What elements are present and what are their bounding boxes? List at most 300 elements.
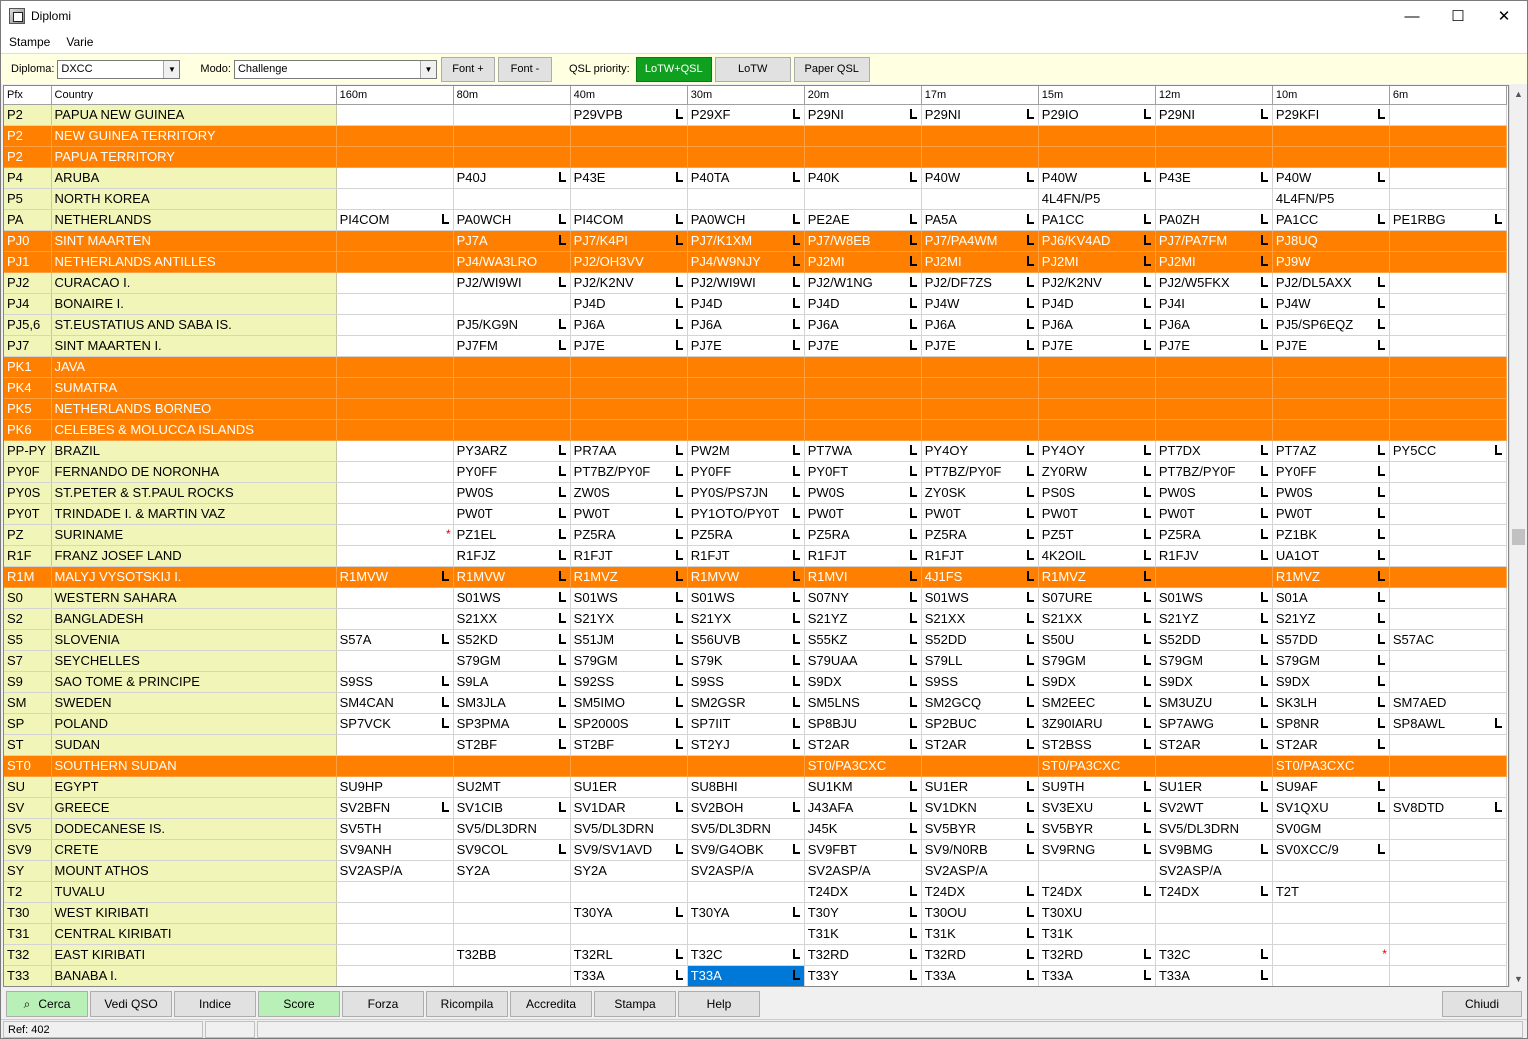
table-row[interactable] — [4, 902, 1507, 923]
band-cell[interactable] — [1389, 524, 1506, 545]
band-cell[interactable] — [570, 419, 687, 440]
table-row[interactable] — [4, 650, 1507, 671]
band-cell[interactable] — [1272, 209, 1389, 230]
band-cell[interactable] — [1038, 839, 1155, 860]
band-cell[interactable] — [804, 482, 921, 503]
band-cell[interactable] — [921, 881, 1038, 902]
band-cell[interactable] — [453, 545, 570, 566]
band-cell[interactable] — [1155, 125, 1272, 146]
band-cell[interactable] — [921, 566, 1038, 587]
table-row[interactable] — [4, 188, 1507, 209]
band-cell[interactable] — [921, 293, 1038, 314]
band-cell[interactable] — [336, 482, 453, 503]
band-cell[interactable] — [921, 104, 1038, 125]
band-cell[interactable] — [1389, 398, 1506, 419]
band-cell[interactable] — [1038, 230, 1155, 251]
band-cell[interactable] — [687, 734, 804, 755]
band-cell[interactable] — [1272, 482, 1389, 503]
column-header-12m[interactable]: 12m — [1155, 86, 1272, 104]
table-row[interactable] — [4, 125, 1507, 146]
table-row[interactable] — [4, 503, 1507, 524]
country-cell[interactable]: BANGLADESH — [51, 608, 336, 629]
modo-select[interactable] — [234, 60, 437, 79]
band-cell[interactable] — [1389, 839, 1506, 860]
band-cell[interactable] — [804, 881, 921, 902]
table-row[interactable] — [4, 440, 1507, 461]
country-cell[interactable]: FERNANDO DE NORONHA — [51, 461, 336, 482]
column-header-40m[interactable]: 40m — [570, 86, 687, 104]
column-header-30m[interactable]: 30m — [687, 86, 804, 104]
band-cell[interactable] — [1038, 209, 1155, 230]
table-row[interactable] — [4, 335, 1507, 356]
band-cell[interactable] — [336, 230, 453, 251]
band-cell[interactable] — [687, 503, 804, 524]
prefix-cell[interactable]: P4 — [4, 167, 51, 188]
band-cell[interactable] — [804, 587, 921, 608]
country-cell[interactable]: CURACAO I. — [51, 272, 336, 293]
band-cell[interactable] — [1389, 818, 1506, 839]
band-cell[interactable] — [921, 839, 1038, 860]
band-cell[interactable] — [453, 818, 570, 839]
band-cell[interactable] — [453, 461, 570, 482]
band-cell[interactable] — [1038, 461, 1155, 482]
country-cell[interactable]: PAPUA TERRITORY — [51, 146, 336, 167]
band-cell[interactable] — [1038, 902, 1155, 923]
band-cell[interactable] — [1272, 377, 1389, 398]
band-cell[interactable] — [1155, 188, 1272, 209]
band-cell[interactable] — [570, 251, 687, 272]
country-cell[interactable]: MOUNT ATHOS — [51, 860, 336, 881]
band-cell[interactable] — [1155, 377, 1272, 398]
band-cell[interactable] — [1389, 587, 1506, 608]
band-cell[interactable] — [1389, 419, 1506, 440]
band-cell[interactable] — [453, 566, 570, 587]
band-cell[interactable] — [1272, 272, 1389, 293]
band-cell[interactable] — [453, 692, 570, 713]
band-cell[interactable] — [1272, 230, 1389, 251]
table-row[interactable] — [4, 881, 1507, 902]
band-cell[interactable] — [570, 104, 687, 125]
band-cell[interactable] — [453, 230, 570, 251]
band-cell[interactable] — [1389, 629, 1506, 650]
band-cell[interactable] — [1389, 545, 1506, 566]
band-cell[interactable] — [687, 251, 804, 272]
band-cell[interactable] — [336, 398, 453, 419]
band-cell[interactable] — [804, 293, 921, 314]
band-cell[interactable] — [453, 251, 570, 272]
band-cell[interactable] — [921, 734, 1038, 755]
band-cell[interactable] — [687, 608, 804, 629]
band-cell[interactable] — [921, 629, 1038, 650]
band-cell[interactable] — [570, 629, 687, 650]
prefix-cell[interactable]: PY0F — [4, 461, 51, 482]
band-cell[interactable] — [921, 398, 1038, 419]
prefix-cell[interactable]: PA — [4, 209, 51, 230]
band-cell[interactable] — [1389, 566, 1506, 587]
band-cell[interactable] — [336, 251, 453, 272]
band-cell[interactable] — [921, 125, 1038, 146]
band-cell[interactable] — [921, 461, 1038, 482]
band-cell[interactable] — [921, 482, 1038, 503]
table-row[interactable] — [4, 734, 1507, 755]
font-plus-button[interactable]: Font + — [441, 57, 495, 82]
table-row[interactable] — [4, 797, 1507, 818]
band-cell[interactable] — [1038, 377, 1155, 398]
chevron-down-icon[interactable]: ▼ — [420, 61, 436, 78]
band-cell[interactable] — [1272, 608, 1389, 629]
band-cell[interactable] — [1038, 146, 1155, 167]
band-cell[interactable] — [687, 713, 804, 734]
band-cell[interactable] — [453, 440, 570, 461]
table-row[interactable] — [4, 923, 1507, 944]
band-cell[interactable] — [570, 839, 687, 860]
prefix-cell[interactable]: PK4 — [4, 377, 51, 398]
awards-grid[interactable] — [3, 85, 1509, 987]
country-cell[interactable]: SUMATRA — [51, 377, 336, 398]
band-cell[interactable] — [1038, 125, 1155, 146]
prefix-cell[interactable]: S5 — [4, 629, 51, 650]
country-cell[interactable]: TUVALU — [51, 881, 336, 902]
band-cell[interactable] — [804, 503, 921, 524]
band-cell[interactable] — [570, 503, 687, 524]
band-cell[interactable] — [1272, 839, 1389, 860]
band-cell[interactable] — [453, 335, 570, 356]
band-cell[interactable] — [570, 167, 687, 188]
prefix-cell[interactable]: P2 — [4, 104, 51, 125]
band-cell[interactable] — [804, 419, 921, 440]
band-cell[interactable] — [1272, 671, 1389, 692]
prefix-cell[interactable]: PY0T — [4, 503, 51, 524]
band-cell[interactable] — [1038, 965, 1155, 986]
band-cell[interactable] — [687, 587, 804, 608]
band-cell[interactable] — [1155, 671, 1272, 692]
band-cell[interactable] — [453, 587, 570, 608]
band-cell[interactable] — [1155, 629, 1272, 650]
band-cell[interactable] — [687, 398, 804, 419]
band-cell[interactable] — [336, 965, 453, 986]
band-cell[interactable] — [336, 503, 453, 524]
band-cell[interactable] — [336, 671, 453, 692]
prefix-cell[interactable]: PP-PY — [4, 440, 51, 461]
indice-button[interactable]: Indice — [174, 991, 256, 1017]
band-cell[interactable] — [570, 902, 687, 923]
band-cell[interactable] — [804, 314, 921, 335]
band-cell[interactable] — [1155, 545, 1272, 566]
band-cell[interactable] — [336, 923, 453, 944]
band-cell[interactable] — [570, 755, 687, 776]
band-cell[interactable] — [1272, 755, 1389, 776]
band-cell[interactable] — [1038, 545, 1155, 566]
band-cell[interactable] — [1038, 755, 1155, 776]
country-cell[interactable]: NEW GUINEA TERRITORY — [51, 125, 336, 146]
band-cell[interactable] — [453, 755, 570, 776]
band-cell[interactable] — [687, 314, 804, 335]
band-cell[interactable] — [1038, 818, 1155, 839]
band-cell[interactable] — [336, 461, 453, 482]
band-cell[interactable] — [1155, 314, 1272, 335]
band-cell[interactable] — [804, 272, 921, 293]
band-cell[interactable] — [687, 545, 804, 566]
band-cell[interactable] — [1389, 104, 1506, 125]
band-cell[interactable] — [453, 902, 570, 923]
band-cell[interactable] — [570, 293, 687, 314]
table-row[interactable] — [4, 944, 1507, 965]
table-row[interactable] — [4, 818, 1507, 839]
band-cell[interactable] — [570, 587, 687, 608]
band-cell[interactable] — [687, 125, 804, 146]
band-cell[interactable] — [1038, 482, 1155, 503]
band-cell[interactable] — [570, 188, 687, 209]
country-cell[interactable]: CENTRAL KIRIBATI — [51, 923, 336, 944]
band-cell[interactable] — [804, 776, 921, 797]
band-cell[interactable] — [687, 818, 804, 839]
band-cell[interactable] — [1272, 314, 1389, 335]
prefix-cell[interactable]: P2 — [4, 146, 51, 167]
country-cell[interactable]: GREECE — [51, 797, 336, 818]
band-cell[interactable] — [804, 230, 921, 251]
band-cell[interactable] — [687, 356, 804, 377]
band-cell[interactable] — [570, 965, 687, 986]
table-row[interactable] — [4, 671, 1507, 692]
band-cell[interactable] — [921, 167, 1038, 188]
band-cell[interactable] — [1389, 335, 1506, 356]
band-cell[interactable] — [1389, 251, 1506, 272]
band-cell[interactable] — [687, 692, 804, 713]
prefix-cell[interactable]: P5 — [4, 188, 51, 209]
band-cell[interactable] — [687, 230, 804, 251]
band-cell[interactable] — [921, 818, 1038, 839]
band-cell[interactable] — [570, 356, 687, 377]
band-cell[interactable] — [921, 944, 1038, 965]
band-cell[interactable] — [1389, 713, 1506, 734]
close-button[interactable]: ✕ — [1497, 8, 1511, 25]
table-row[interactable] — [4, 608, 1507, 629]
table-row[interactable] — [4, 419, 1507, 440]
band-cell[interactable] — [1389, 293, 1506, 314]
band-cell[interactable] — [1389, 482, 1506, 503]
band-cell[interactable] — [1272, 692, 1389, 713]
table-row[interactable] — [4, 776, 1507, 797]
band-cell[interactable] — [570, 671, 687, 692]
band-cell[interactable] — [453, 650, 570, 671]
prefix-cell[interactable]: R1M — [4, 566, 51, 587]
band-cell[interactable] — [921, 671, 1038, 692]
band-cell[interactable] — [570, 608, 687, 629]
band-cell[interactable] — [1038, 650, 1155, 671]
band-cell[interactable] — [1389, 650, 1506, 671]
band-cell[interactable] — [1155, 776, 1272, 797]
vedi-qso-button[interactable]: Vedi QSO — [90, 991, 172, 1017]
band-cell[interactable] — [687, 755, 804, 776]
band-cell[interactable] — [1038, 188, 1155, 209]
band-cell[interactable] — [1155, 398, 1272, 419]
band-cell[interactable] — [453, 209, 570, 230]
band-cell[interactable] — [1155, 272, 1272, 293]
band-cell[interactable] — [336, 293, 453, 314]
band-cell[interactable] — [453, 944, 570, 965]
band-cell[interactable] — [804, 797, 921, 818]
band-cell[interactable] — [1155, 944, 1272, 965]
scroll-thumb[interactable] — [1512, 529, 1525, 545]
prefix-cell[interactable]: ST — [4, 734, 51, 755]
band-cell[interactable] — [687, 944, 804, 965]
band-cell[interactable] — [1038, 314, 1155, 335]
band-cell[interactable] — [921, 965, 1038, 986]
band-cell[interactable] — [453, 419, 570, 440]
band-cell[interactable] — [1389, 923, 1506, 944]
band-cell[interactable] — [1038, 776, 1155, 797]
band-cell[interactable] — [1272, 734, 1389, 755]
band-cell[interactable] — [336, 839, 453, 860]
band-cell[interactable] — [1389, 272, 1506, 293]
band-cell[interactable] — [570, 818, 687, 839]
band-cell[interactable] — [570, 335, 687, 356]
band-cell[interactable] — [921, 272, 1038, 293]
band-cell[interactable] — [1155, 251, 1272, 272]
country-cell[interactable]: POLAND — [51, 713, 336, 734]
band-cell[interactable] — [1038, 797, 1155, 818]
accredita-button[interactable]: Accredita — [510, 991, 592, 1017]
band-cell[interactable] — [1155, 419, 1272, 440]
band-cell[interactable] — [1038, 566, 1155, 587]
band-cell[interactable] — [921, 902, 1038, 923]
band-cell[interactable] — [1038, 692, 1155, 713]
band-cell[interactable] — [687, 566, 804, 587]
band-cell[interactable] — [570, 125, 687, 146]
table-row[interactable] — [4, 692, 1507, 713]
band-cell[interactable] — [804, 104, 921, 125]
band-cell[interactable] — [453, 272, 570, 293]
column-header-country[interactable]: Country — [51, 86, 336, 104]
band-cell[interactable] — [921, 335, 1038, 356]
band-cell[interactable] — [687, 293, 804, 314]
prefix-cell[interactable]: PJ1 — [4, 251, 51, 272]
band-cell[interactable] — [804, 356, 921, 377]
band-cell[interactable] — [1272, 293, 1389, 314]
band-cell[interactable] — [1389, 167, 1506, 188]
country-cell[interactable]: BONAIRE I. — [51, 293, 336, 314]
band-cell[interactable] — [921, 713, 1038, 734]
band-cell[interactable] — [453, 188, 570, 209]
band-cell[interactable] — [336, 629, 453, 650]
band-cell[interactable] — [1038, 398, 1155, 419]
prefix-cell[interactable]: S9 — [4, 671, 51, 692]
band-cell[interactable] — [1038, 104, 1155, 125]
font-minus-button[interactable]: Font - — [498, 57, 552, 82]
band-cell-selected[interactable] — [687, 965, 804, 986]
band-cell[interactable] — [804, 755, 921, 776]
band-cell[interactable] — [336, 944, 453, 965]
band-cell[interactable] — [1272, 713, 1389, 734]
table-row[interactable] — [4, 146, 1507, 167]
minimize-button[interactable]: — — [1404, 7, 1420, 25]
band-cell[interactable] — [1272, 797, 1389, 818]
band-cell[interactable] — [453, 314, 570, 335]
band-cell[interactable] — [1389, 356, 1506, 377]
band-cell[interactable] — [1272, 503, 1389, 524]
band-cell[interactable] — [1038, 860, 1155, 881]
band-cell[interactable] — [687, 860, 804, 881]
band-cell[interactable] — [804, 209, 921, 230]
country-cell[interactable]: MALYJ VYSOTSKIJ I. — [51, 566, 336, 587]
band-cell[interactable] — [687, 776, 804, 797]
column-header-pfx[interactable]: Pfx — [4, 86, 51, 104]
band-cell[interactable] — [1389, 230, 1506, 251]
band-cell[interactable] — [453, 356, 570, 377]
band-cell[interactable] — [804, 335, 921, 356]
band-cell[interactable] — [453, 839, 570, 860]
prefix-cell[interactable]: SV9 — [4, 839, 51, 860]
band-cell[interactable] — [1038, 923, 1155, 944]
band-cell[interactable] — [1272, 419, 1389, 440]
country-cell[interactable]: WEST KIRIBATI — [51, 902, 336, 923]
band-cell[interactable] — [687, 377, 804, 398]
country-cell[interactable]: DODECANESE IS. — [51, 818, 336, 839]
band-cell[interactable] — [921, 251, 1038, 272]
column-header-20m[interactable]: 20m — [804, 86, 921, 104]
band-cell[interactable] — [1272, 335, 1389, 356]
table-row[interactable] — [4, 524, 1507, 545]
country-cell[interactable]: SINT MAARTEN I. — [51, 335, 336, 356]
country-cell[interactable]: NORTH KOREA — [51, 188, 336, 209]
band-cell[interactable] — [336, 524, 453, 545]
band-cell[interactable] — [1155, 713, 1272, 734]
band-cell[interactable] — [453, 923, 570, 944]
band-cell[interactable] — [1038, 356, 1155, 377]
band-cell[interactable] — [453, 776, 570, 797]
band-cell[interactable] — [804, 650, 921, 671]
country-cell[interactable]: NETHERLANDS BORNEO — [51, 398, 336, 419]
band-cell[interactable] — [1155, 755, 1272, 776]
band-cell[interactable] — [804, 860, 921, 881]
band-cell[interactable] — [1389, 608, 1506, 629]
band-cell[interactable] — [1389, 965, 1506, 986]
band-cell[interactable] — [1155, 881, 1272, 902]
prefix-cell[interactable]: PK5 — [4, 398, 51, 419]
band-cell[interactable] — [1272, 440, 1389, 461]
band-cell[interactable] — [336, 125, 453, 146]
country-cell[interactable]: BRAZIL — [51, 440, 336, 461]
band-cell[interactable] — [1272, 104, 1389, 125]
band-cell[interactable] — [336, 860, 453, 881]
column-header-17m[interactable]: 17m — [921, 86, 1038, 104]
band-cell[interactable] — [1272, 545, 1389, 566]
band-cell[interactable] — [453, 293, 570, 314]
band-cell[interactable] — [1155, 692, 1272, 713]
country-cell[interactable]: SOUTHERN SUDAN — [51, 755, 336, 776]
table-row[interactable] — [4, 377, 1507, 398]
band-cell[interactable] — [570, 377, 687, 398]
column-header-80m[interactable]: 80m — [453, 86, 570, 104]
band-cell[interactable] — [687, 104, 804, 125]
band-cell[interactable] — [570, 440, 687, 461]
band-cell[interactable] — [1272, 944, 1389, 965]
band-cell[interactable] — [804, 608, 921, 629]
band-cell[interactable] — [804, 251, 921, 272]
band-cell[interactable] — [336, 776, 453, 797]
band-cell[interactable] — [921, 692, 1038, 713]
lotw-button[interactable]: LoTW — [715, 57, 791, 82]
band-cell[interactable] — [453, 377, 570, 398]
band-cell[interactable] — [921, 188, 1038, 209]
band-cell[interactable] — [1389, 188, 1506, 209]
band-cell[interactable] — [1155, 797, 1272, 818]
band-cell[interactable] — [336, 692, 453, 713]
prefix-cell[interactable]: PJ0 — [4, 230, 51, 251]
band-cell[interactable] — [1155, 566, 1272, 587]
band-cell[interactable] — [1038, 629, 1155, 650]
band-cell[interactable] — [570, 398, 687, 419]
